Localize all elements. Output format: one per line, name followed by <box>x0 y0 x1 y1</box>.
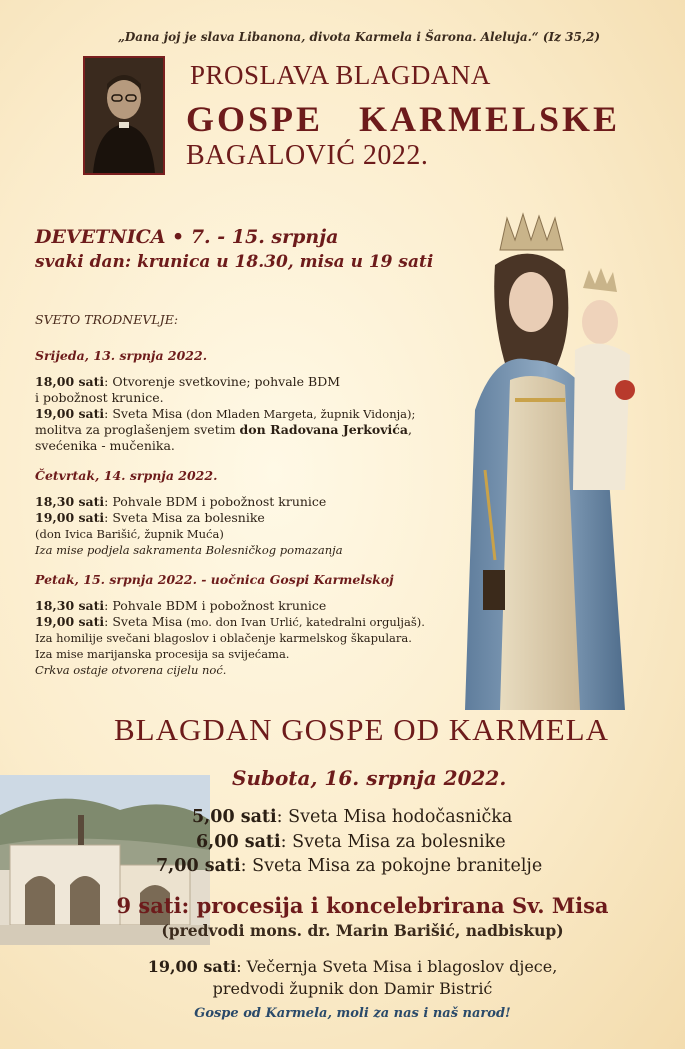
mass-text: : Sveta Misa za bolesnike <box>280 831 506 852</box>
portrait-photo <box>83 56 165 175</box>
mass-text: : Sveta Misa za pokojne branitelje <box>240 856 543 876</box>
trodnevlje-schedule <box>35 312 455 692</box>
trodnevlje-heading: SVETO TRODNEVLJE: <box>35 312 179 327</box>
vecernja-block <box>0 956 685 1000</box>
time-label: 5,00 sati <box>192 807 277 827</box>
mass-text: : Sveta Misa hodočasnička <box>276 807 513 827</box>
line-text: Iza mise marijanska procesija sa svijećama. <box>35 647 290 661</box>
schedule-line <box>35 390 455 406</box>
line-bold: don Radovana Jerkovića <box>239 422 408 437</box>
mass-line <box>192 805 542 830</box>
line-text: Crkva ostaje otvorena cijelu noć. <box>35 663 227 677</box>
schedule-line <box>35 630 455 646</box>
blagdan-date: Subota, 16. srpnja 2022. <box>232 766 507 790</box>
time-label: 6,00 sati <box>196 831 281 852</box>
blagdan-title: BLAGDAN GOSPE OD KARMELA <box>113 712 610 747</box>
schedule-line <box>35 374 455 390</box>
day-block-friday <box>35 572 455 678</box>
line-text: Iza mise podjela sakramenta Bolesničkog pomazanja <box>35 543 343 557</box>
line-text: (don Ivica Barišić, župnik Muća) <box>35 527 224 541</box>
title-line-2: GOSPE KARMELSKE <box>186 99 621 139</box>
vecernja-line-2: predvodi župnik don Damir Bistrić <box>212 979 493 998</box>
title-line-1: PROSLAVA BLAGDANA <box>190 60 491 90</box>
scripture-quote: „Dana joj je slava Libanona, divota Karmela i Šarona. Aleluja.“ (Iz 35,2) <box>118 30 601 44</box>
line-note: (don Mladen Margeta, župnik Vidonja); <box>182 407 416 421</box>
line-text: molitva za proglašenjem svetim <box>35 422 240 437</box>
madonna-statue-image <box>455 210 655 730</box>
day-title: Srijeda, 13. srpnja 2022. <box>35 348 208 363</box>
schedule-line <box>35 598 455 614</box>
vecernja-line-1 <box>20 956 685 978</box>
schedule-line <box>35 662 455 678</box>
time-label: 7,00 sati <box>156 856 241 876</box>
line-tail: , <box>408 422 412 437</box>
mass-line <box>192 830 542 855</box>
line-text: : Otvorenje svetkovine; pohvale BDM <box>104 374 341 389</box>
mass-schedule <box>156 805 543 879</box>
mass-line <box>156 854 542 879</box>
line-text: : Pohvale BDM i pobožnost krunice <box>104 494 327 509</box>
schedule-line <box>35 438 455 454</box>
schedule-line <box>35 542 455 558</box>
schedule-line <box>35 614 455 630</box>
vecernja-text: : Večernja Sveta Misa i blagoslov djece, <box>236 957 558 976</box>
closing-prayer: Gospe od Karmela, moli za nas i naš narod! <box>194 1006 511 1021</box>
predvodi-line: (predvodi mons. dr. Marin Barišić, nadbiskup) <box>161 921 564 940</box>
devetnica-daily: svaki dan: krunica u 18.30, misa u 19 sati <box>35 252 434 272</box>
day-block-wednesday <box>35 348 455 454</box>
schedule-line <box>35 422 455 438</box>
line-text: : Sveta Misa za bolesnike <box>104 510 265 525</box>
day-title: Petak, 15. srpnja 2022. - uočnica Gospi Karmelskoj <box>35 572 394 587</box>
schedule-line <box>35 494 455 510</box>
line-text: i pobožnost krunice. <box>35 390 164 405</box>
line-text: : Pohvale BDM i pobožnost krunice <box>104 598 327 613</box>
time-label: 19,00 sati <box>35 614 105 629</box>
line-text: svećenika - mučenika. <box>35 438 175 453</box>
time-label: 19,00 sati <box>147 957 237 976</box>
time-label: 18,30 sati <box>35 598 105 613</box>
schedule-line <box>35 406 455 422</box>
schedule-line <box>35 646 455 662</box>
time-label: 19,00 sati <box>35 510 105 525</box>
title-line-3: BAGALOVIĆ 2022. <box>186 140 429 171</box>
schedule-line <box>35 510 455 526</box>
line-text: : Sveta Misa <box>104 406 183 421</box>
time-label: 18,30 sati <box>35 494 105 509</box>
day-title: Četvrtak, 14. srpnja 2022. <box>35 468 218 483</box>
time-label: 19,00 sati <box>35 406 105 421</box>
day-block-thursday <box>35 468 455 558</box>
line-text: : Sveta Misa <box>104 614 183 629</box>
devetnica-title: DEVETNICA • 7. - 15. srpnja <box>35 226 339 248</box>
procesija-line: 9 sati: procesija i koncelebrirana Sv. Misa <box>116 893 609 918</box>
line-text: Iza homilije svečani blagoslov i oblačenje karmelskog škapulara. <box>35 631 412 645</box>
time-label: 18,00 sati <box>35 374 105 389</box>
line-note: (mo. don Ivan Urlić, katedralni orguljaš). <box>182 615 425 629</box>
schedule-line <box>35 526 455 542</box>
